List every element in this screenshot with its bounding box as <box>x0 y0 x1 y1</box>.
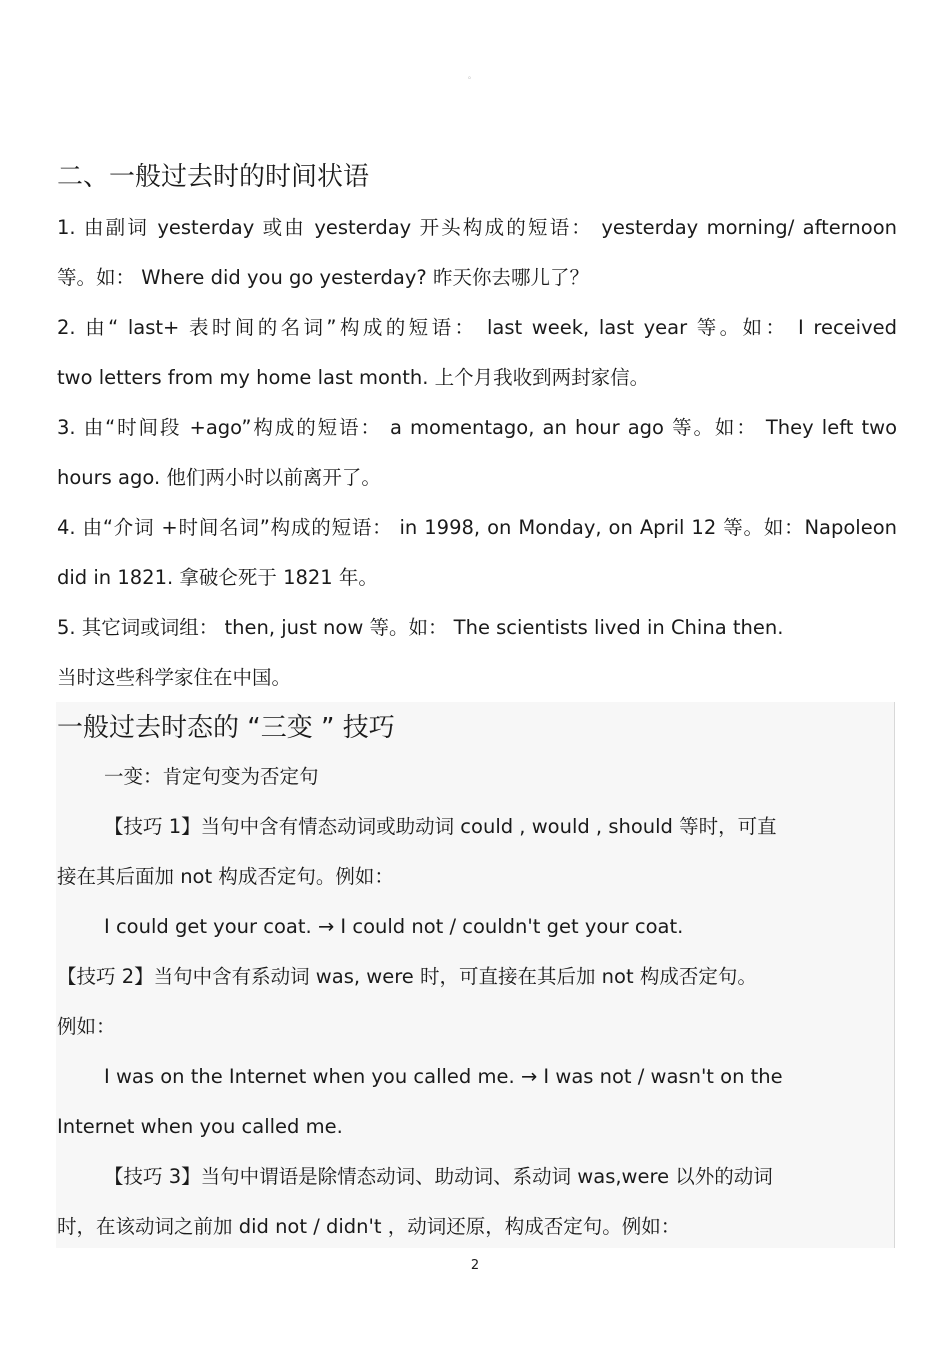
section-title-time-adverbials: 二、一般过去时的时间状语 <box>57 162 370 192</box>
paragraph-line-10: 当时这些科学家住在中国。 <box>57 666 292 689</box>
paragraph-line-5: 3. 由“时间段 +ago”构成的短语： a momentago, an hour ago 等。如： They left two <box>57 416 897 439</box>
paragraph-line-3: 2. 由“ last+ 表时间的名词”构成的短语： last week, last year 等。如： I received <box>57 316 897 339</box>
paragraph-line-4: two letters from my home last month. 上个月我收到两封家信。 <box>57 366 650 389</box>
tip2-line-b: 例如： <box>57 1015 116 1038</box>
tip3-line-a: 【技巧 3】当句中谓语是除情态动词、助动词、系动词 was,were 以外的动词 <box>104 1165 773 1188</box>
section-title-three-changes: 一般过去时态的 “三变 ” 技巧 <box>57 713 395 743</box>
tip1-line-b: 接在其后面加 not 构成否定句。例如： <box>57 865 394 888</box>
tip2-line-a: 【技巧 2】当句中含有系动词 was, were 时，可直接在其后加 not 构成否定句。 <box>57 965 757 988</box>
paragraph-line-8: did in 1821. 拿破仑死于 1821 年。 <box>57 566 378 589</box>
tip3-line-b: 时，在该动词之前加 did not / didn't ，动词还原，构成否定句。例如： <box>57 1215 681 1238</box>
subtitle-negative: 一变：肯定句变为否定句 <box>104 765 319 788</box>
example2-line-b: Internet when you called me. <box>57 1115 343 1138</box>
paragraph-line-2: 等。如： Where did you go yesterday? 昨天你去哪儿了？ <box>57 266 589 289</box>
paragraph-line-9: 5. 其它词或词组： then, just now 等。如： The scientists lived in China then. <box>57 616 784 639</box>
example2-line-a: I was on the Internet when you called me. → I was not / wasn't on the <box>104 1065 783 1088</box>
paragraph-line-7: 4. 由“介词 +时间名词”构成的短语： in 1998, on Monday, on April 12 等。如：Napoleon <box>57 516 897 539</box>
page-number: 2 <box>470 1258 480 1273</box>
top-mark: 。 <box>468 71 476 80</box>
paragraph-line-6: hours ago. 他们两小时以前离开了。 <box>57 466 381 489</box>
tip1-line-a: 【技巧 1】当句中含有情态动词或助动词 could , would , should 等时，可直 <box>104 815 777 838</box>
example1-line: I could get your coat. → I could not / couldn't get your coat. <box>104 915 684 938</box>
paragraph-line-1: 1. 由副词 yesterday 或由 yesterday 开头构成的短语： yesterday morning/ afternoon <box>57 216 897 239</box>
